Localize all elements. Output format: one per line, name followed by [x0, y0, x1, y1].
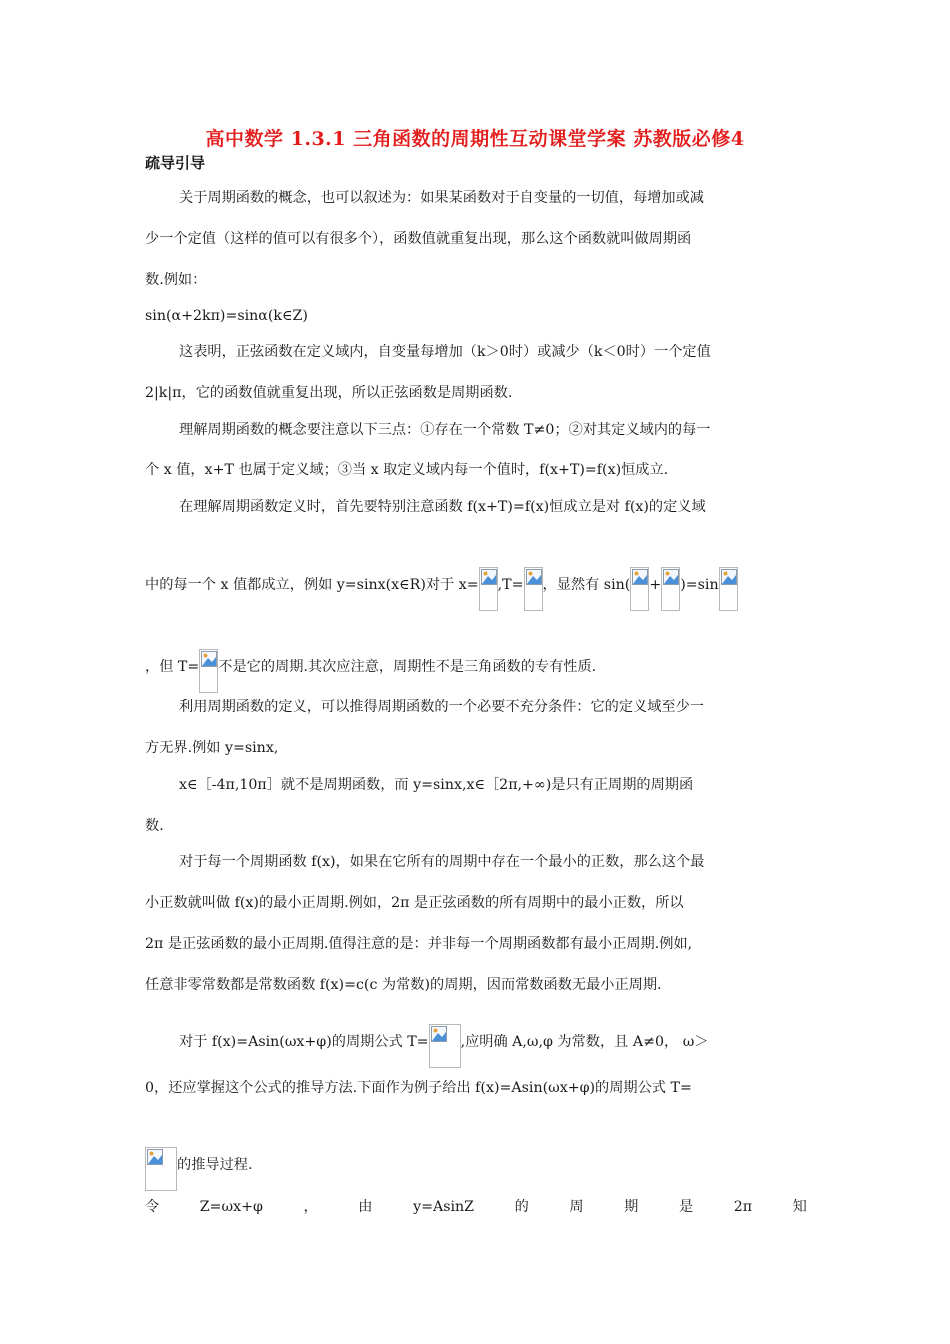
paragraph-line: 少一个定值（这样的值可以有很多个），函数值就重复出现，那么这个函数就叫做周期函 — [145, 231, 692, 247]
broken-image-icon — [524, 567, 543, 611]
text-segment: + — [649, 577, 662, 593]
paragraph-line-with-formulas — [145, 649, 807, 693]
broken-image-icon — [145, 1147, 177, 1191]
paragraph-line: 数. — [145, 818, 164, 834]
text-segment: 的推导过程. — [177, 1157, 253, 1173]
text-segment: ，显然有 sin( — [542, 577, 631, 593]
word: 由 — [358, 1199, 373, 1215]
paragraph-line-with-formulas — [145, 567, 807, 611]
word: 周 — [569, 1199, 584, 1215]
justified-last-line — [145, 1197, 807, 1217]
formula-line: sin(α+2kπ)=sinα(k∈Z) — [145, 308, 308, 324]
paragraph-line: 2π 是正弦函数的最小正周期.值得注意的是：并非每一个周期函数都有最小正周期.例如, — [145, 936, 693, 952]
text-segment: ,T= — [497, 577, 524, 593]
word: 令 — [145, 1199, 160, 1215]
word: ， — [303, 1199, 318, 1215]
broken-image-icon — [199, 649, 218, 693]
paragraph-line: 关于周期函数的概念，也可以叙述为：如果某函数对于自变量的一切值，每增加或减 — [179, 190, 704, 206]
word: 知 — [792, 1199, 807, 1215]
paragraph-line: 小正数就叫做 f(x)的最小正周期.例如，2π 是正弦函数的所有周期中的最小正数，所以 — [145, 895, 684, 911]
paragraph-line: 利用周期函数的定义，可以推得周期函数的一个必要不充分条件：它的定义域至少一 — [179, 699, 704, 715]
word: 的 — [514, 1199, 529, 1215]
word: 是 — [678, 1199, 694, 1215]
broken-image-icon — [630, 567, 649, 611]
text-segment: ，但 T= — [145, 659, 200, 675]
text-segment: 中的每一个 x 值都成立，例如 y=sinx(x∈R)对于 x= — [145, 577, 479, 593]
paragraph-line: 2|k|π，它的函数值就重复出现，所以正弦函数是周期函数. — [145, 385, 513, 401]
paragraph-line-with-formulas — [145, 1024, 841, 1068]
paragraph-line: 0，还应掌握这个公式的推导方法.下面作为例子给出 f(x)=Asin(ωx+φ)的周期公式 T= — [145, 1080, 692, 1096]
broken-image-icon — [719, 567, 738, 611]
word: 期 — [624, 1199, 639, 1215]
text-segment: ,应明确 A,ω,φ 为常数，且 A≠0， ω＞ — [460, 1034, 709, 1050]
text-segment: 对于 f(x)=Asin(ωx+φ)的周期公式 T= — [179, 1034, 429, 1050]
paragraph-line: 这表明，正弦函数在定义域内，自变量每增加（k＞0时）或减少（k＜0时）一个定值 — [179, 344, 711, 360]
word: y=AsinZ — [413, 1199, 475, 1215]
broken-image-icon — [661, 567, 680, 611]
broken-image-icon — [479, 567, 498, 611]
word: 2π — [733, 1199, 753, 1215]
broken-image-icon — [429, 1024, 461, 1068]
paragraph-line: 数.例如： — [145, 272, 207, 288]
paragraph-line: 在理解周期函数定义时，首先要特别注意函数 f(x+T)=f(x)恒成立是对 f(x)的定义域 — [179, 499, 706, 515]
paragraph-line: x∈［-4π,10π］就不是周期函数，而 y=sinx,x∈［2π,+∞)是只有正周期的周期函 — [179, 777, 694, 793]
text-segment: 不是它的周期.其次应注意，周期性不是三角函数的专有性质. — [218, 659, 597, 675]
text-segment: )=sin — [680, 577, 719, 593]
paragraph-line-with-formulas — [145, 1147, 807, 1191]
paragraph-line: 理解周期函数的概念要注意以下三点：①存在一个常数 T≠0；②对其定义域内的每一 — [179, 422, 711, 438]
document-title: 高中数学 1.3.1 三角函数的周期性互动课堂学案 苏教版必修4 — [205, 128, 745, 150]
paragraph-line: 对于每一个周期函数 f(x)，如果在它所有的周期中存在一个最小的正数，那么这个最 — [179, 854, 705, 870]
word: Z=ωx+φ — [199, 1199, 263, 1215]
paragraph-line: 个 x 值，x+T 也属于定义域；③当 x 取定义域内每一个值时，f(x+T)=f(x)恒成立. — [145, 462, 669, 478]
paragraph-line: 任意非零常数都是常数函数 f(x)=c(c 为常数)的周期，因而常数函数无最小正周期. — [145, 977, 662, 993]
section-heading: 疏导引导 — [145, 154, 206, 172]
paragraph-line: 方无界.例如 y=sinx, — [145, 740, 279, 756]
